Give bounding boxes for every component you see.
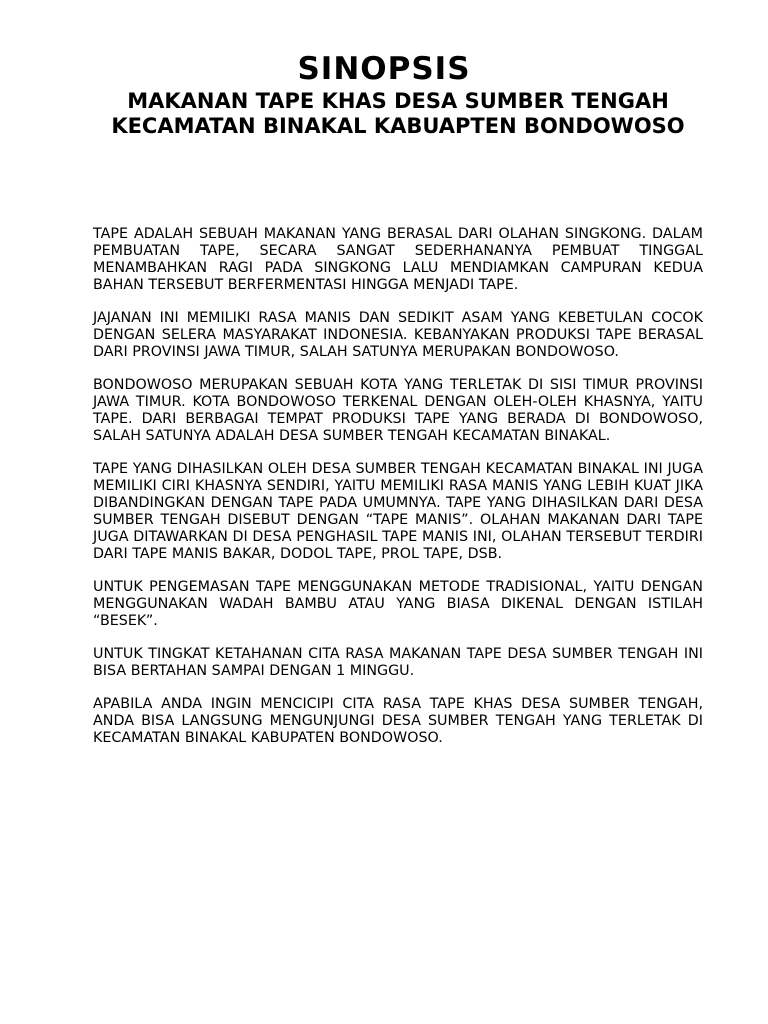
document-title: SINOPSIS [297, 51, 471, 87]
paragraph-bondowoso: BONDOWOSO MERUPAKAN SEBUAH KOTA YANG TERLETAK DI SISI TIMUR PROVINSI JAWA TIMUR. KOTA BONDOWOSO TERKENAL DENGAN OLEH-OLEH KHASNYA, YAITU TAPE. DARI BERBAGAI TEMPAT PRODUKSI TAPE YANG BERADA DI BONDOWOSO, SALAH SATUNYA ADALAH DESA SUMBER TENGAH KECAMATAN BINAKAL. [93, 377, 703, 444]
document-body [93, 226, 703, 763]
document-subtitle: MAKANAN TAPE KHAS DESA SUMBER TENGAH KECAMATAN BINAKAL KABUAPTEN BONDOWOSO [111, 89, 685, 138]
paragraph-shelf-life: UNTUK TINGKAT KETAHANAN CITA RASA MAKANAN TAPE DESA SUMBER TENGAH INI BISA BERTAHAN SAMPAI DENGAN 1 MINGGU. [93, 646, 703, 679]
paragraph-intro: TAPE ADALAH SEBUAH MAKANAN YANG BERASAL DARI OLAHAN SINGKONG. DALAM PEMBUATAN TAPE, SECARA SANGAT SEDERHANANYA PEMBUAT TINGGAL MENAMBAHKAN RAGI PADA SINGKONG LALU MENDIAMKAN CAMPURAN KEDUA BAHAN TERSEBUT BERFERMENTASI HINGGA MENJADI TAPE. [93, 226, 703, 293]
paragraph-visit: APABILA ANDA INGIN MENCICIPI CITA RASA TAPE KHAS DESA SUMBER TENGAH, ANDA BISA LANGSUNG MENGUNJUNGI DESA SUMBER TENGAH YANG TERLETAK DI KECAMATAN BINAKAL KABUPATEN BONDOWOSO. [93, 696, 703, 746]
paragraph-tape-manis: TAPE YANG DIHASILKAN OLEH DESA SUMBER TENGAH KECAMATAN BINAKAL INI JUGA MEMILIKI CIRI KHASNYA SENDIRI, YAITU MEMILIKI RASA MANIS YANG LEBIH KUAT JIKA DIBANDINGKAN DENGAN TAPE PADA UMUMNYA. TAPE YANG DIHASILKAN DARI DESA SUMBER TENGAH DISEBUT DENGAN “TAPE MANIS”. OLAHAN MAKANAN DARI TAPE JUGA DITAWARKAN DI DESA PENGHASIL TAPE MANIS INI, OLAHAN TERSEBUT TERDIRI DARI TAPE MANIS BAKAR, DODOL TAPE, PROL TAPE, DSB. [93, 461, 703, 562]
paragraph-taste: JAJANAN INI MEMILIKI RASA MANIS DAN SEDIKIT ASAM YANG KEBETULAN COCOK DENGAN SELERA MASYARAKAT INDONESIA. KEBANYAKAN PRODUKSI TAPE BERASAL DARI PROVINSI JAWA TIMUR, SALAH SATUNYA MERUPAKAN BONDOWOSO. [93, 310, 703, 360]
paragraph-packaging: UNTUK PENGEMASAN TAPE MENGGUNAKAN METODE TRADISIONAL, YAITU DENGAN MENGGUNAKAN WADAH BAMBU ATAU YANG BIASA DIKENAL DENGAN ISTILAH “BESEK”. [93, 579, 703, 629]
